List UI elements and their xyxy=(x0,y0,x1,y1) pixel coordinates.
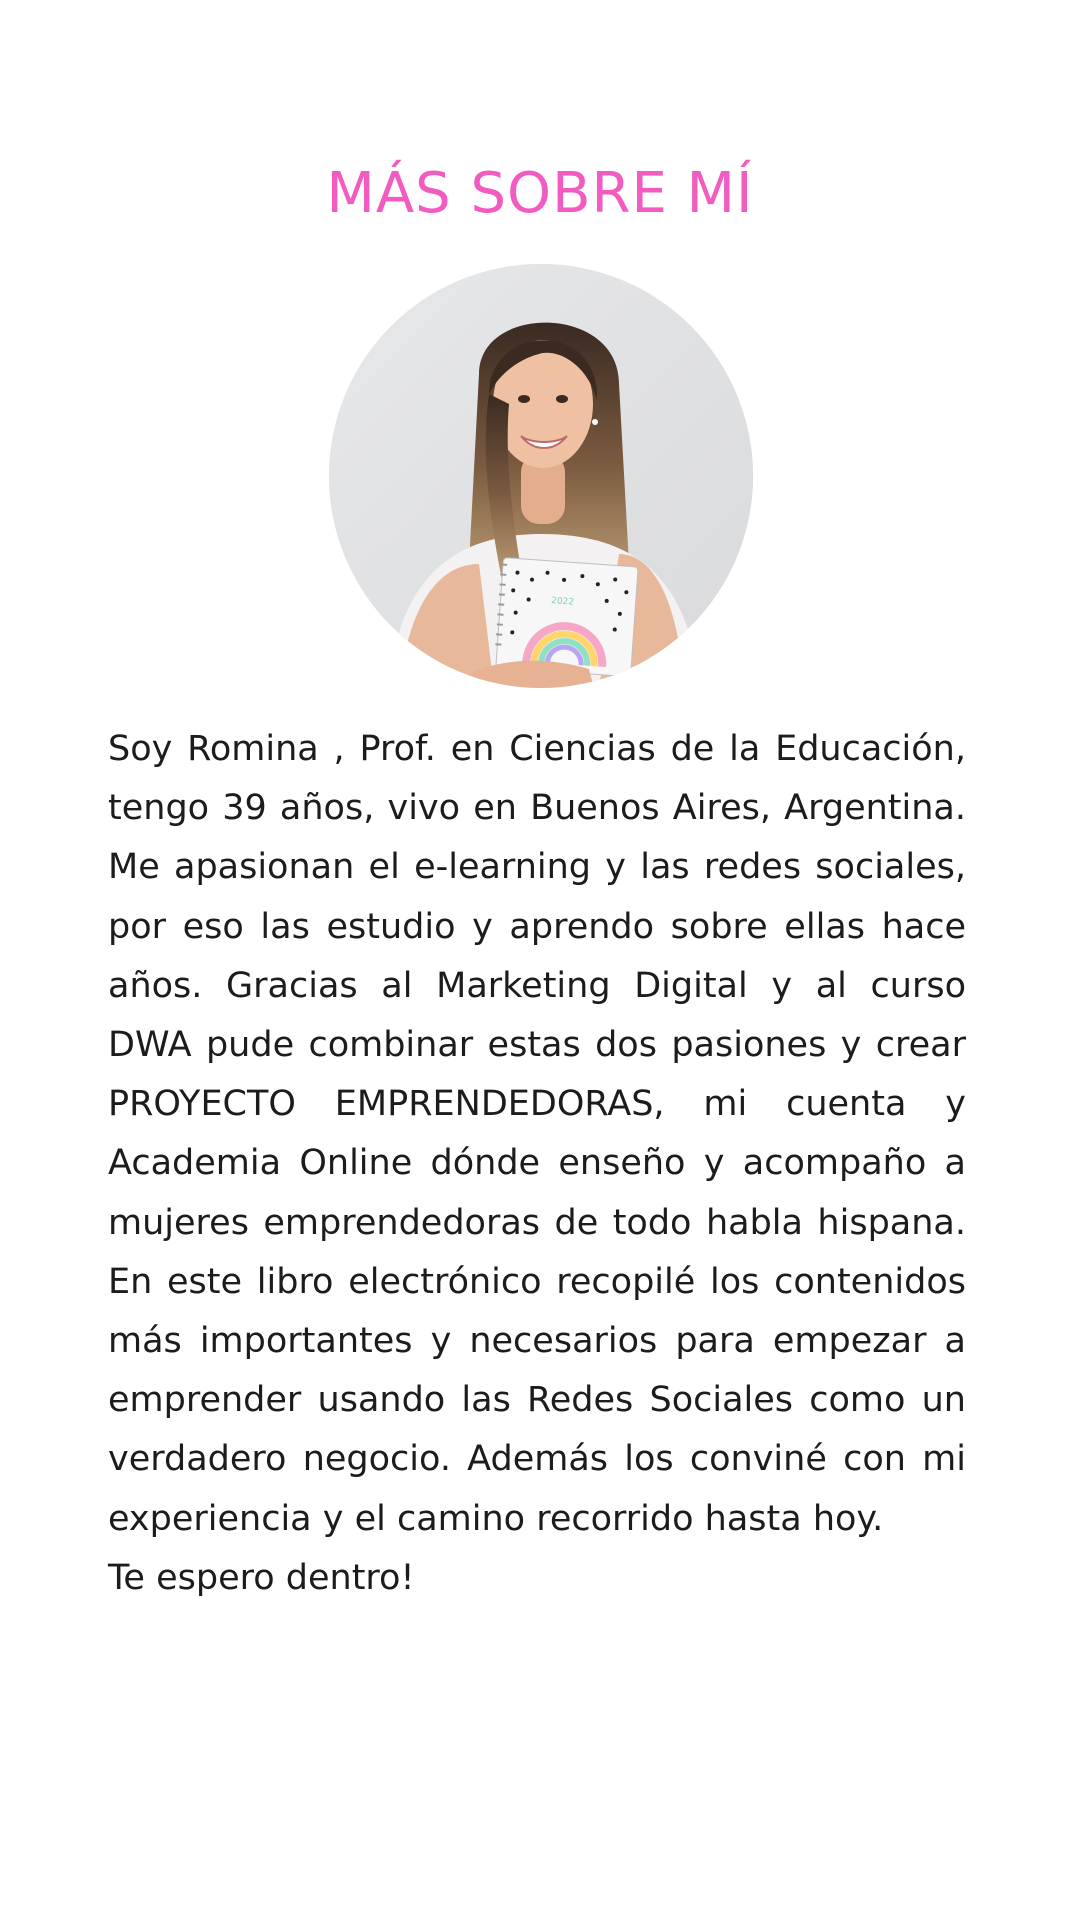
notebook-year: 2022 xyxy=(550,596,575,608)
bio-paragraph: Soy Romina , Prof. en Ciencias de la Educación, tengo 39 años, vivo en Buenos Aires, Argentina. Me apasionan el e-learning y las redes sociales, por eso las estudio y aprendo sobre ellas hace años. Gracias al Marketing Digital y al curso DWA pude combinar estas dos pasiones y crear PROYECTO EMPRENDEDORAS, mi cuenta y Academia Online dónde enseño y acompaño a mujeres emprendedoras de todo habla hispana. En este libro electrónico recopilé los contenidos más importantes y necesarios para empezar a emprender usando las Redes Sociales como un verdadero negocio. Además los conviné con mi experiencia y el camino recorrido hasta hoy. xyxy=(108,729,966,1539)
page-title: MÁS SOBRE MÍ xyxy=(326,161,754,226)
bio-closing: Te espero dentro! xyxy=(108,1557,415,1598)
bio-text xyxy=(108,720,966,1608)
portrait-illustration xyxy=(329,264,753,688)
portrait-photo xyxy=(329,264,753,688)
